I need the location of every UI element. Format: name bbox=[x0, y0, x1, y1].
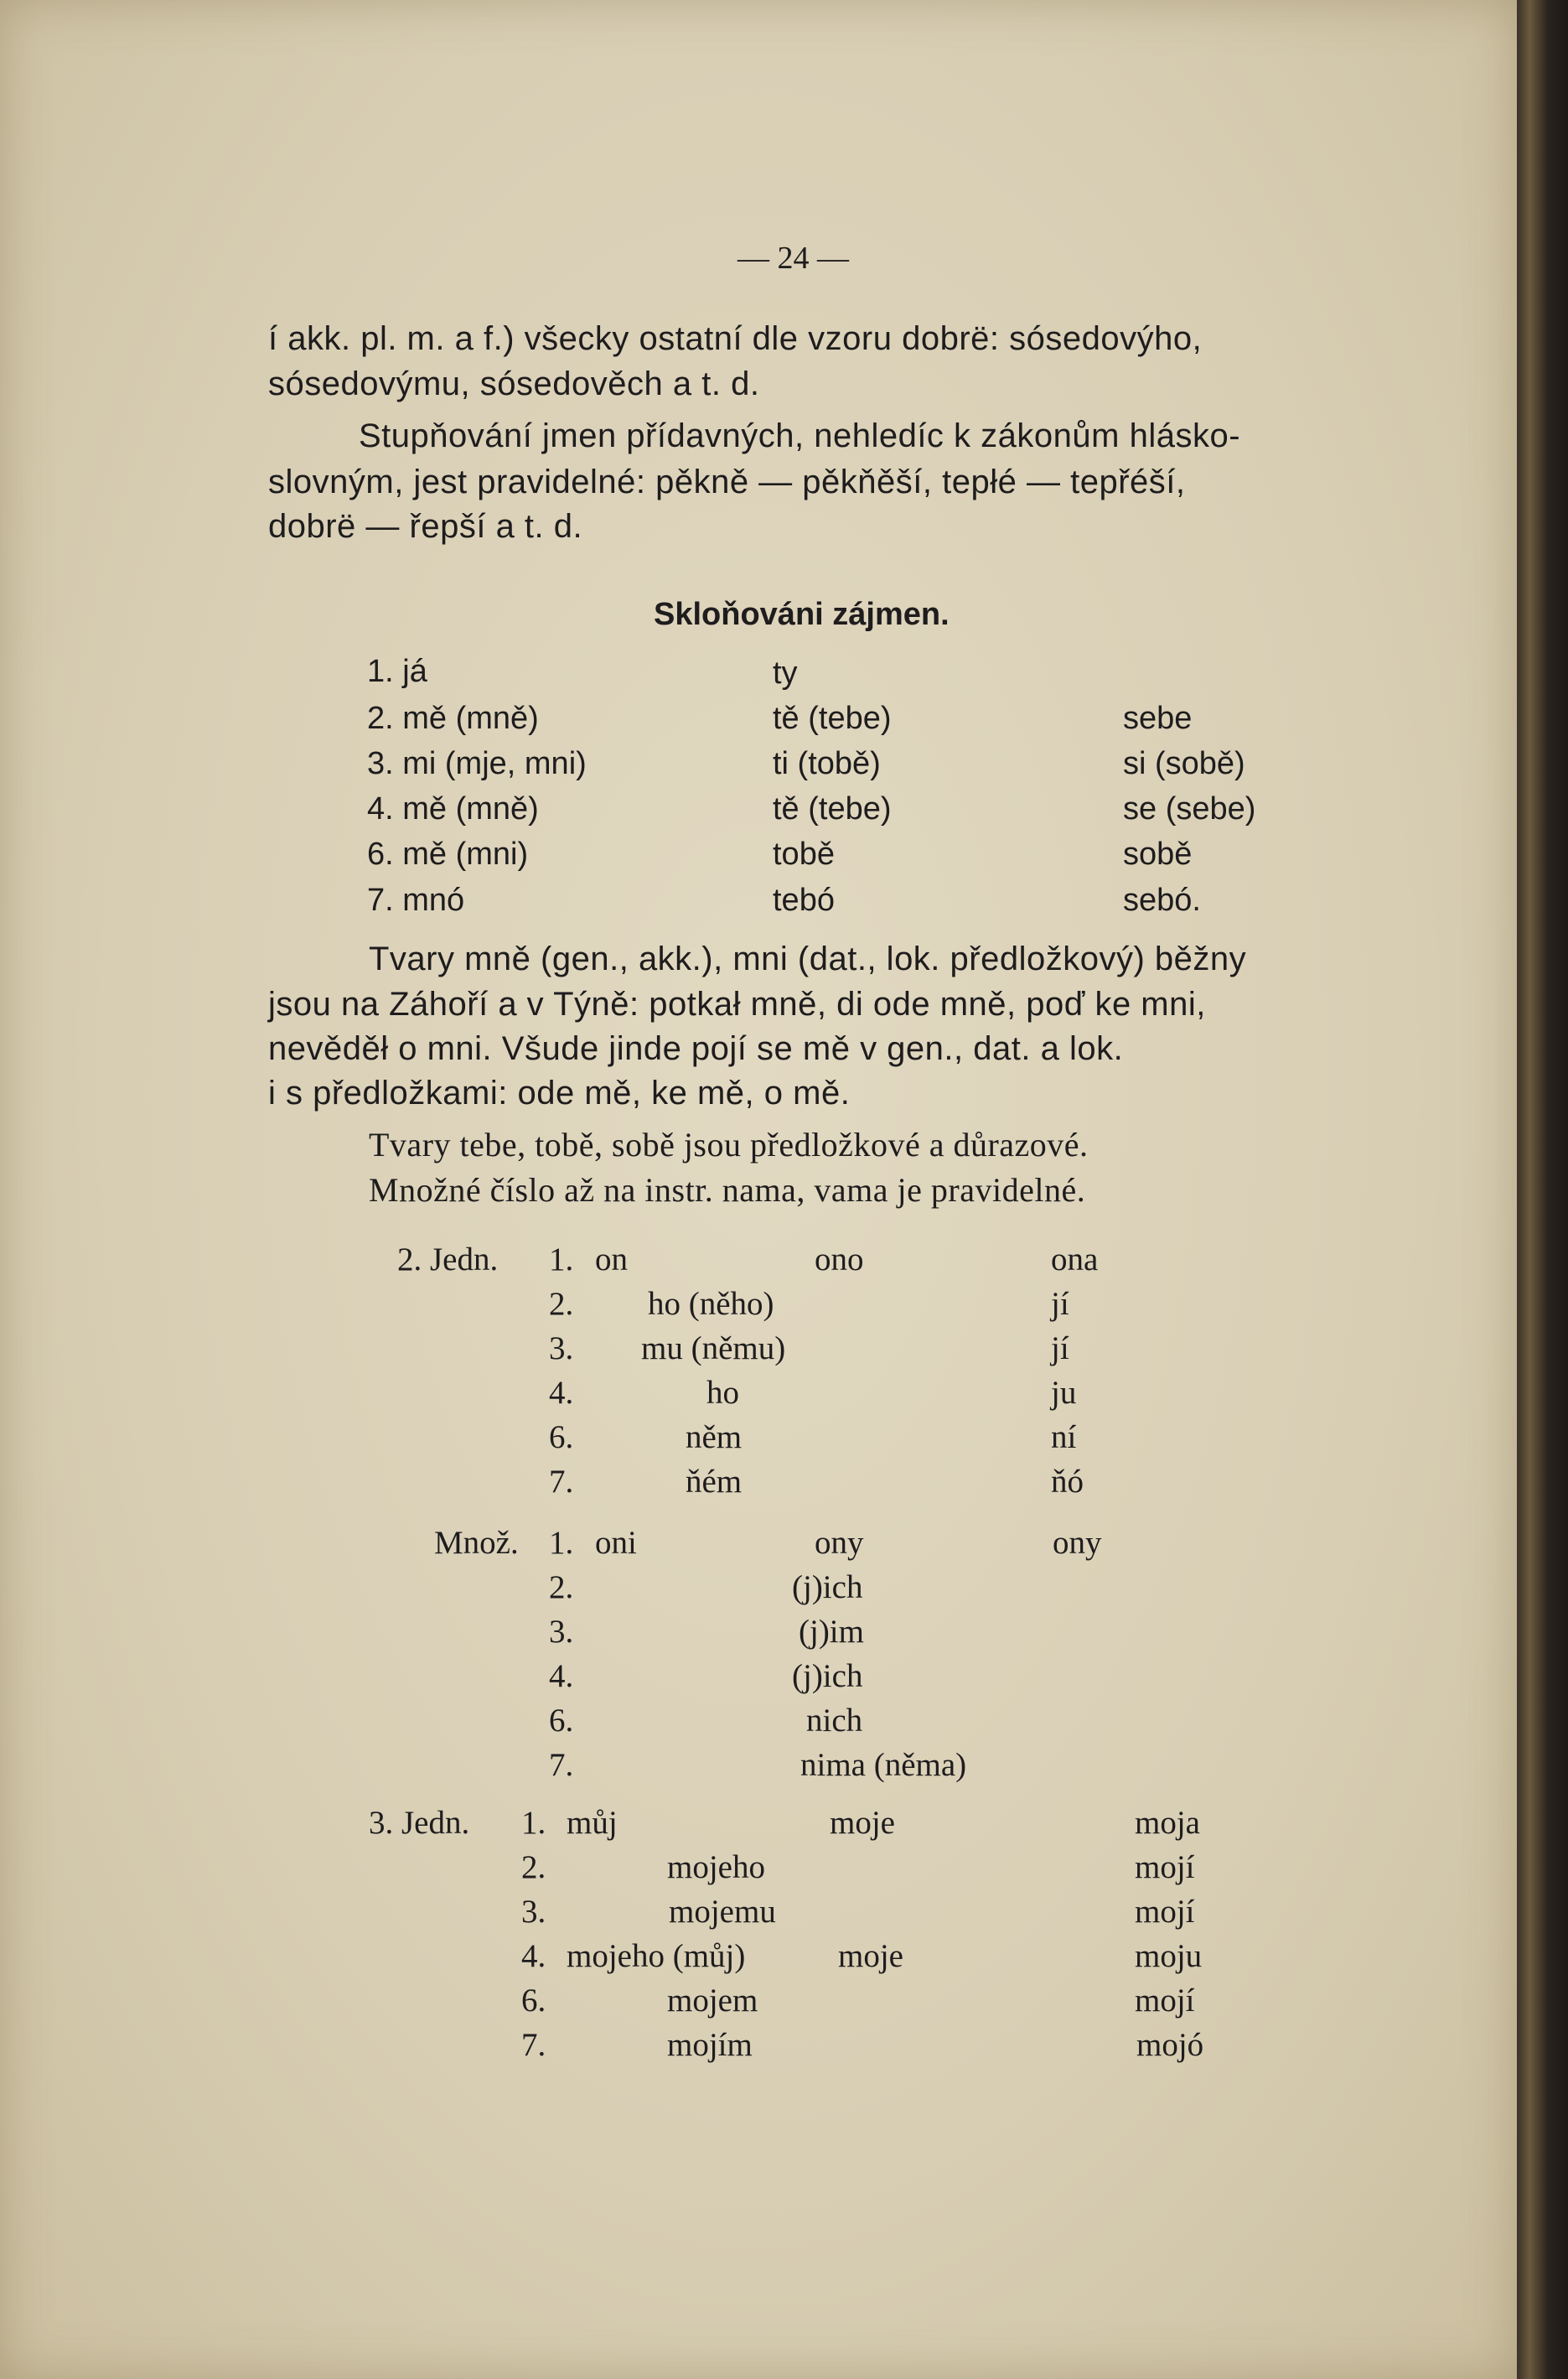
t2j-row1-b: ono bbox=[815, 1241, 864, 1278]
t2j-row6-c: ňó bbox=[1051, 1464, 1084, 1500]
t2j-row5-c: ní bbox=[1051, 1419, 1077, 1455]
t1-row1-col1: 1. já bbox=[367, 654, 427, 689]
t1-row1-col2: ty bbox=[773, 656, 798, 691]
t3-row6-a: mojím bbox=[667, 2027, 753, 2063]
t2m-row5-num: 6. bbox=[549, 1703, 574, 1739]
t3-row4-c: moju bbox=[1135, 1938, 1203, 1974]
t2m-row1-c: ony bbox=[1053, 1525, 1102, 1561]
section-heading: Skloňováni zájmen. bbox=[654, 597, 950, 632]
page-number: — 24 — bbox=[737, 241, 849, 276]
t2m-row3-num: 3. bbox=[549, 1614, 574, 1650]
t3-row1-b: moje bbox=[830, 1805, 895, 1841]
t1-row6-col3: sebó. bbox=[1123, 883, 1201, 918]
t3-row5-num: 6. bbox=[521, 1982, 546, 2019]
t3-row4-a: mojeho (můj) bbox=[567, 1938, 746, 1974]
t2m-row1-num: 1. bbox=[549, 1525, 574, 1561]
t2m-row1-b: ony bbox=[815, 1525, 864, 1561]
t3-row5-a: mojem bbox=[667, 1982, 758, 2019]
t1-row5-col1: 6. mě (mni) bbox=[367, 837, 529, 872]
para2-line1: Stupňování jmen přídavných, nehledíc k zákonům hlásko- bbox=[359, 417, 1241, 454]
para3-line1: Tvary mně (gen., akk.), mni (dat., lok. předložkový) běžny bbox=[369, 941, 1247, 977]
t2j-row3-num: 3. bbox=[549, 1330, 574, 1366]
t2j-row4-num: 4. bbox=[549, 1375, 574, 1411]
t1-row2-col1: 2. mě (mně) bbox=[367, 701, 539, 736]
t2m-row2-num: 2. bbox=[549, 1569, 574, 1605]
t3-row1-a: můj bbox=[567, 1805, 618, 1841]
t3-row4-b: moje bbox=[838, 1938, 903, 1974]
t1-row3-col1: 3. mi (mje, mni) bbox=[367, 746, 587, 781]
para2-line3: dobrë — řepší a t. d. bbox=[268, 508, 583, 545]
t3-row5-c: mojí bbox=[1135, 1982, 1195, 2019]
t2j-row2-a: ho (něho) bbox=[648, 1286, 774, 1322]
t2m-row5-a: nich bbox=[806, 1703, 863, 1739]
t2m-row6-a: nima (něma) bbox=[800, 1747, 967, 1783]
t1-row2-col3: sebe bbox=[1123, 701, 1193, 736]
t2m-row4-a: (j)ich bbox=[792, 1658, 863, 1694]
para4-line1: Tvary tebe, tobě, sobě jsou předložkové a důrazové. bbox=[369, 1126, 1089, 1164]
t2j-row1-a: on bbox=[595, 1241, 628, 1278]
t3-row2-c: mojí bbox=[1135, 1849, 1195, 1885]
t3-row2-num: 2. bbox=[521, 1849, 546, 1885]
para3-line3: nevěděł o mni. Všude jinde pojí se mě v gen., dat. a lok. bbox=[268, 1030, 1124, 1067]
t2m-row4-num: 4. bbox=[549, 1658, 574, 1694]
t2j-row2-c: jí bbox=[1051, 1286, 1069, 1322]
t1-row3-col2: ti (tobě) bbox=[773, 746, 881, 781]
t2j-row5-a: něm bbox=[686, 1419, 743, 1455]
t1-row2-col2: tě (tebe) bbox=[773, 701, 892, 736]
t2-mnoz-label: Množ. bbox=[434, 1525, 519, 1561]
t1-row3-col3: si (sobě) bbox=[1123, 746, 1245, 781]
t3-jedn-label: 3. Jedn. bbox=[369, 1805, 470, 1841]
t1-row4-col3: se (sebe) bbox=[1123, 791, 1256, 827]
t1-row4-col1: 4. mě (mně) bbox=[367, 791, 539, 827]
t2j-row6-num: 7. bbox=[549, 1464, 574, 1500]
t3-row1-num: 1. bbox=[521, 1805, 546, 1841]
t1-row6-col1: 7. mnó bbox=[367, 883, 465, 918]
t2j-row6-a: ňém bbox=[686, 1464, 743, 1500]
para3-line4: i s předložkami: ode mě, ke mě, o mě. bbox=[268, 1075, 851, 1112]
t2m-row2-a: (j)ich bbox=[792, 1569, 863, 1605]
t3-row6-num: 7. bbox=[521, 2027, 546, 2063]
t3-row1-c: moja bbox=[1135, 1805, 1200, 1841]
t2j-row1-num: 1. bbox=[549, 1241, 574, 1278]
t2j-row3-c: jí bbox=[1051, 1330, 1069, 1366]
t3-row6-c: mojó bbox=[1136, 2027, 1204, 2063]
t2j-row3-a: mu (němu) bbox=[641, 1330, 786, 1366]
book-spine-edge bbox=[1517, 0, 1568, 2379]
t1-row4-col2: tě (tebe) bbox=[773, 791, 892, 827]
t3-row2-a: mojeho bbox=[667, 1849, 765, 1885]
para3-line2: jsou na Záhoří a v Týně: potkał mně, di ode mně, poď ke mni, bbox=[268, 986, 1206, 1023]
t2j-row4-c: ju bbox=[1051, 1375, 1077, 1411]
para2-line2: slovným, jest pravidelné: pěkně — pěkňěší, tepłé — tepřéší, bbox=[268, 464, 1186, 500]
t2j-row4-a: ho bbox=[706, 1375, 739, 1411]
t2m-row3-a: (j)im bbox=[799, 1614, 864, 1650]
t1-row6-col2: tebó bbox=[773, 883, 835, 918]
t2m-row1-a: oni bbox=[595, 1525, 637, 1561]
para1-line1: í akk. pl. m. a f.) všecky ostatní dle vzoru dobrë: sósedovýho, bbox=[268, 320, 1203, 357]
t2-jedn-label: 2. Jedn. bbox=[397, 1241, 499, 1278]
t3-row4-num: 4. bbox=[521, 1938, 546, 1974]
t2j-row2-num: 2. bbox=[549, 1286, 574, 1322]
t3-row3-c: mojí bbox=[1135, 1894, 1195, 1930]
t2m-row6-num: 7. bbox=[549, 1747, 574, 1783]
para4-line2: Množné číslo až na instr. nama, vama je pravidelné. bbox=[369, 1171, 1086, 1209]
t2j-row1-c: ona bbox=[1051, 1241, 1099, 1278]
t3-row3-num: 3. bbox=[521, 1894, 546, 1930]
t2j-row5-num: 6. bbox=[549, 1419, 574, 1455]
t1-row5-col2: tobě bbox=[773, 837, 835, 872]
t1-row5-col3: sobě bbox=[1123, 837, 1193, 872]
para1-line2: sósedovýmu, sósedověch a t. d. bbox=[268, 365, 760, 402]
t3-row3-a: mojemu bbox=[669, 1894, 776, 1930]
